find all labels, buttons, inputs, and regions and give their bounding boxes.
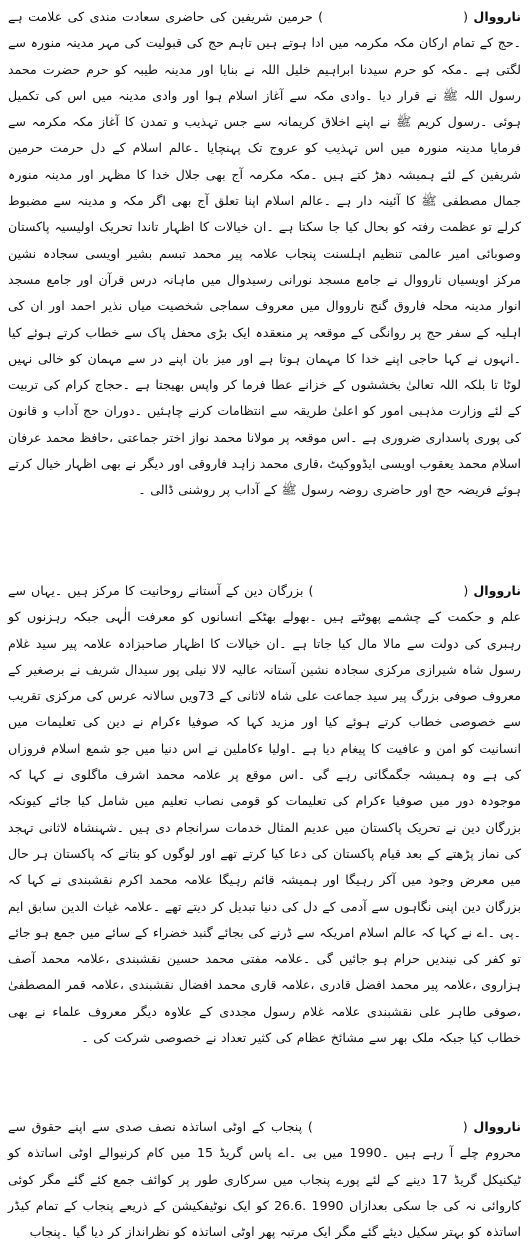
article-dateline: نارووال: [473, 9, 521, 24]
news-article: [8, 4, 521, 532]
open-paren: (: [463, 583, 469, 598]
article-body: پنجاب کے اوٹی اساتذہ نصف صدی سے اپنے حقوق سے محروم چلے آ رہے ہیں ۔1990 میں بی ۔اے پاس گریڈ 15 میں کام کرنیوالے اوٹی اساتذہ کو ٹیکنیکل گریڈ 17 دینے کے لئے پورے پنجاب میں سرکاری طور پر کوائف جمع کئے گئے مگر کوئی کاروائی نہ کی جا سکی بعدازاں 1990 .26.6 کو ایک نوٹیفکیشن کے ذریعے پنجاب کے تمام کیڈر اساتذہ کو بہتر سکیل دیئے گئے مگر ایک مرتبہ پھر اوٹی اساتذہ کو نظرانداز کر دیا گیا ۔پنجاب: [8, 1119, 521, 1240]
close-paren: ): [308, 583, 314, 598]
news-article: [8, 578, 521, 1074]
close-paren: ): [318, 9, 324, 24]
close-paren: ): [307, 1119, 313, 1134]
article-body: حرمین شریفین کی حاضری سعادت مندی کی علامت ہے ۔حج کے تمام ارکان مکہ مکرمہ میں ادا ہوتے ہیں تاہم حج کی قبولیت کی مہر مدینہ منورہ سے لگتی ہے ۔مکہ کو حرم سیدنا ابراہیم خلیل اللہ نے بنایا اور مدینہ طیبہ کو حرم حضرت محمد رسول اللہ ﷺ نے قرار دیا ۔وادی مکہ سے آغاز اسلام ہوا اور وادی مدینہ میں اس کی تکمیل ہوئی ۔رسول کریم ﷺ نے اپنے اخلاق کریمانہ سے جس تہذیب و تمدن کا آغاز مکہ مکرمہ سے فرمایا مدینہ منورہ میں اس تہذیب کو عروج تک پہنچایا ۔عالم اسلام کے دل حرمت حرمین شریفین کے لئے ہمیشہ دھڑ کتے ہیں ۔مکہ مکرمہ آج بھی جلال خدا کا مظہر اور مدینہ منورہ جمال مصطفی ﷺ کا آئینہ دار ہے ۔عالم اسلام اپنا تعلق آج بھی اگر مکہ و مدینہ سے مضبوط کرلے تو عظمت رفتہ کو بحال کیا جا سکتا ہے ۔ان خیالات کا اظہار تاندا تحریک اولیسیہ پاکستان وصوبائی امیر عالمی تنظیم اہلسنت پنجاب علامہ پیر محمد تبسم بشیر اویسی سجادہ نشین مرکز اویسیاں نارووال نے جامع مسجد نورانی رسیدوال میں ماہانہ درس قرآن اور جامع مسجد انوار مدینہ محلہ فاروق گنج نارووال میں معروف سماجی شخصیت میاں نذیر احمد اور ان کی اہلیہ کے سفر حج پر روانگی کے موقعہ پر منعقدہ ایک بڑی محفل پاک سے خطاب کرتے ہوئے کیا ۔انہوں نے کہا حاجی اپنے خدا کا مہمان ہوتا ہے اور میز بان اپنے در سے مہمان کو خالی نہیں لوٹا تا بلکہ اللہ تعالیٰ بخششوں کے خزانے عطا فرما کر واپس بھیجتا ہے ۔حجاج کرام کی تربیت کے لئے وزارت مذہبی امور کو اعلیٰ طریقہ سے انتظامات کرنے چاہئیں ۔دوران حج آداب و قانون کی پوری پاسداری ضروری ہے ۔اس موقعہ پر مولانا محمد نواز اختر جماعتی ،حافظ محمد عرفان اسلام محمد یعقوب اویسی ایڈووکیٹ ،قاری محمد زاہد فاروقی اور دیگر نے بھی اظہار خیال کرتے ہوئے فریضہ حج اور حاضری روضہ رسول ﷺ کے آداب پر روشنی ڈالی ۔: [8, 9, 521, 498]
article-body: بزرگان دین کے آستانے روحانیت کا مرکز ہیں ۔یہاں سے علم و حکمت کے چشمے پھوٹتے ہیں ۔بھولے بھٹکے انسانوں کو معرفت الٰہی جبکہ رہزنوں کو رہبری کی دولت سے مالا مال کیا جاتا ہے ۔ان خیالات کا اظہار صاحبزادہ علامہ پیر سید غلام رسول شاہ شیرازی مرکزی سجادہ نشین آستانہ عالیہ لالا نیلی پور سیدال شریف نے برصغیر کے معروف صوفی بزرگ پیر سید جماعت علی شاہ لاثانی کے 73ویں سالانہ عرس کی مرکزی تقریب سے خصوصی خطاب کرتے ہوئے کیا اور مزید کہا کہ صوفیا ءکرام نے دین کی تعلیمات میں انسانیت کو امن و عافیت کا پیغام دیا ہے ۔اولیا ءکاملین نے اس دنیا میں جو شمع اسلام فروزاں کی ہے وہ ہمیشہ جگمگاتی رہے گی ۔اس موقع پر علامہ محمد اشرف ماگلوی نے کہا کہ موجودہ دور میں صوفیا ءکرام کی تعلیمات کو قومی نصاب تعلیم میں شامل کیا جائے کیونکہ بزرگان دین نے تحریک پاکستان میں عدیم المثال خدمات سرانجام دی ہیں ۔شہنشاہ لاثانی تہجد کی نماز پڑھتے کے بعد قیام پاکستان کی دعا کیا کرتے تھے اور لوگوں کو بتاتے کہ پاکستان ہر حال میں معرض وجود میں آکر رہیگا اور ہمیشہ قائم رہیگا علامہ محمد اکرم نقشبندی نے کہا کہ بزرگان دین اپنی نگاہوں سے آدمی کے دل کی دنیا تبدیل کر دیتے تھے ۔علامہ غیاث الدین سابق ایم ۔پی ۔اے نے کہا کہ عالم اسلام امریکہ سے ڈرنے کی بجائے گنبد خضراء کے سائے میں جمع ہو جائے تو کفر کی نیندیں حرام ہو جائیں گی ۔علامہ مفتی محمد حسین نقشبندی ،علامہ محمد آصف ہزاروی ،علامہ پیر محمد افضل قادری ،علامہ قاری محمد افضال نقشبندی ،علامہ قمر المصطفیٰ ،صوفی طاہر علی نقشبندی علامہ غلام رسول مجددی کے علاوہ دیگر معروف علماء نے بھی خطاب کیا جبکہ ملک بھر سے مشائخ عظام کی کثیر تعداد نے خصوصی شرکت کی ۔: [8, 583, 521, 1046]
news-article: [8, 1114, 521, 1245]
article-dateline: نارووال: [473, 583, 521, 598]
open-paren: (: [463, 9, 468, 24]
open-paren: (: [462, 1119, 468, 1134]
article-dateline: نارووال: [473, 1119, 521, 1134]
